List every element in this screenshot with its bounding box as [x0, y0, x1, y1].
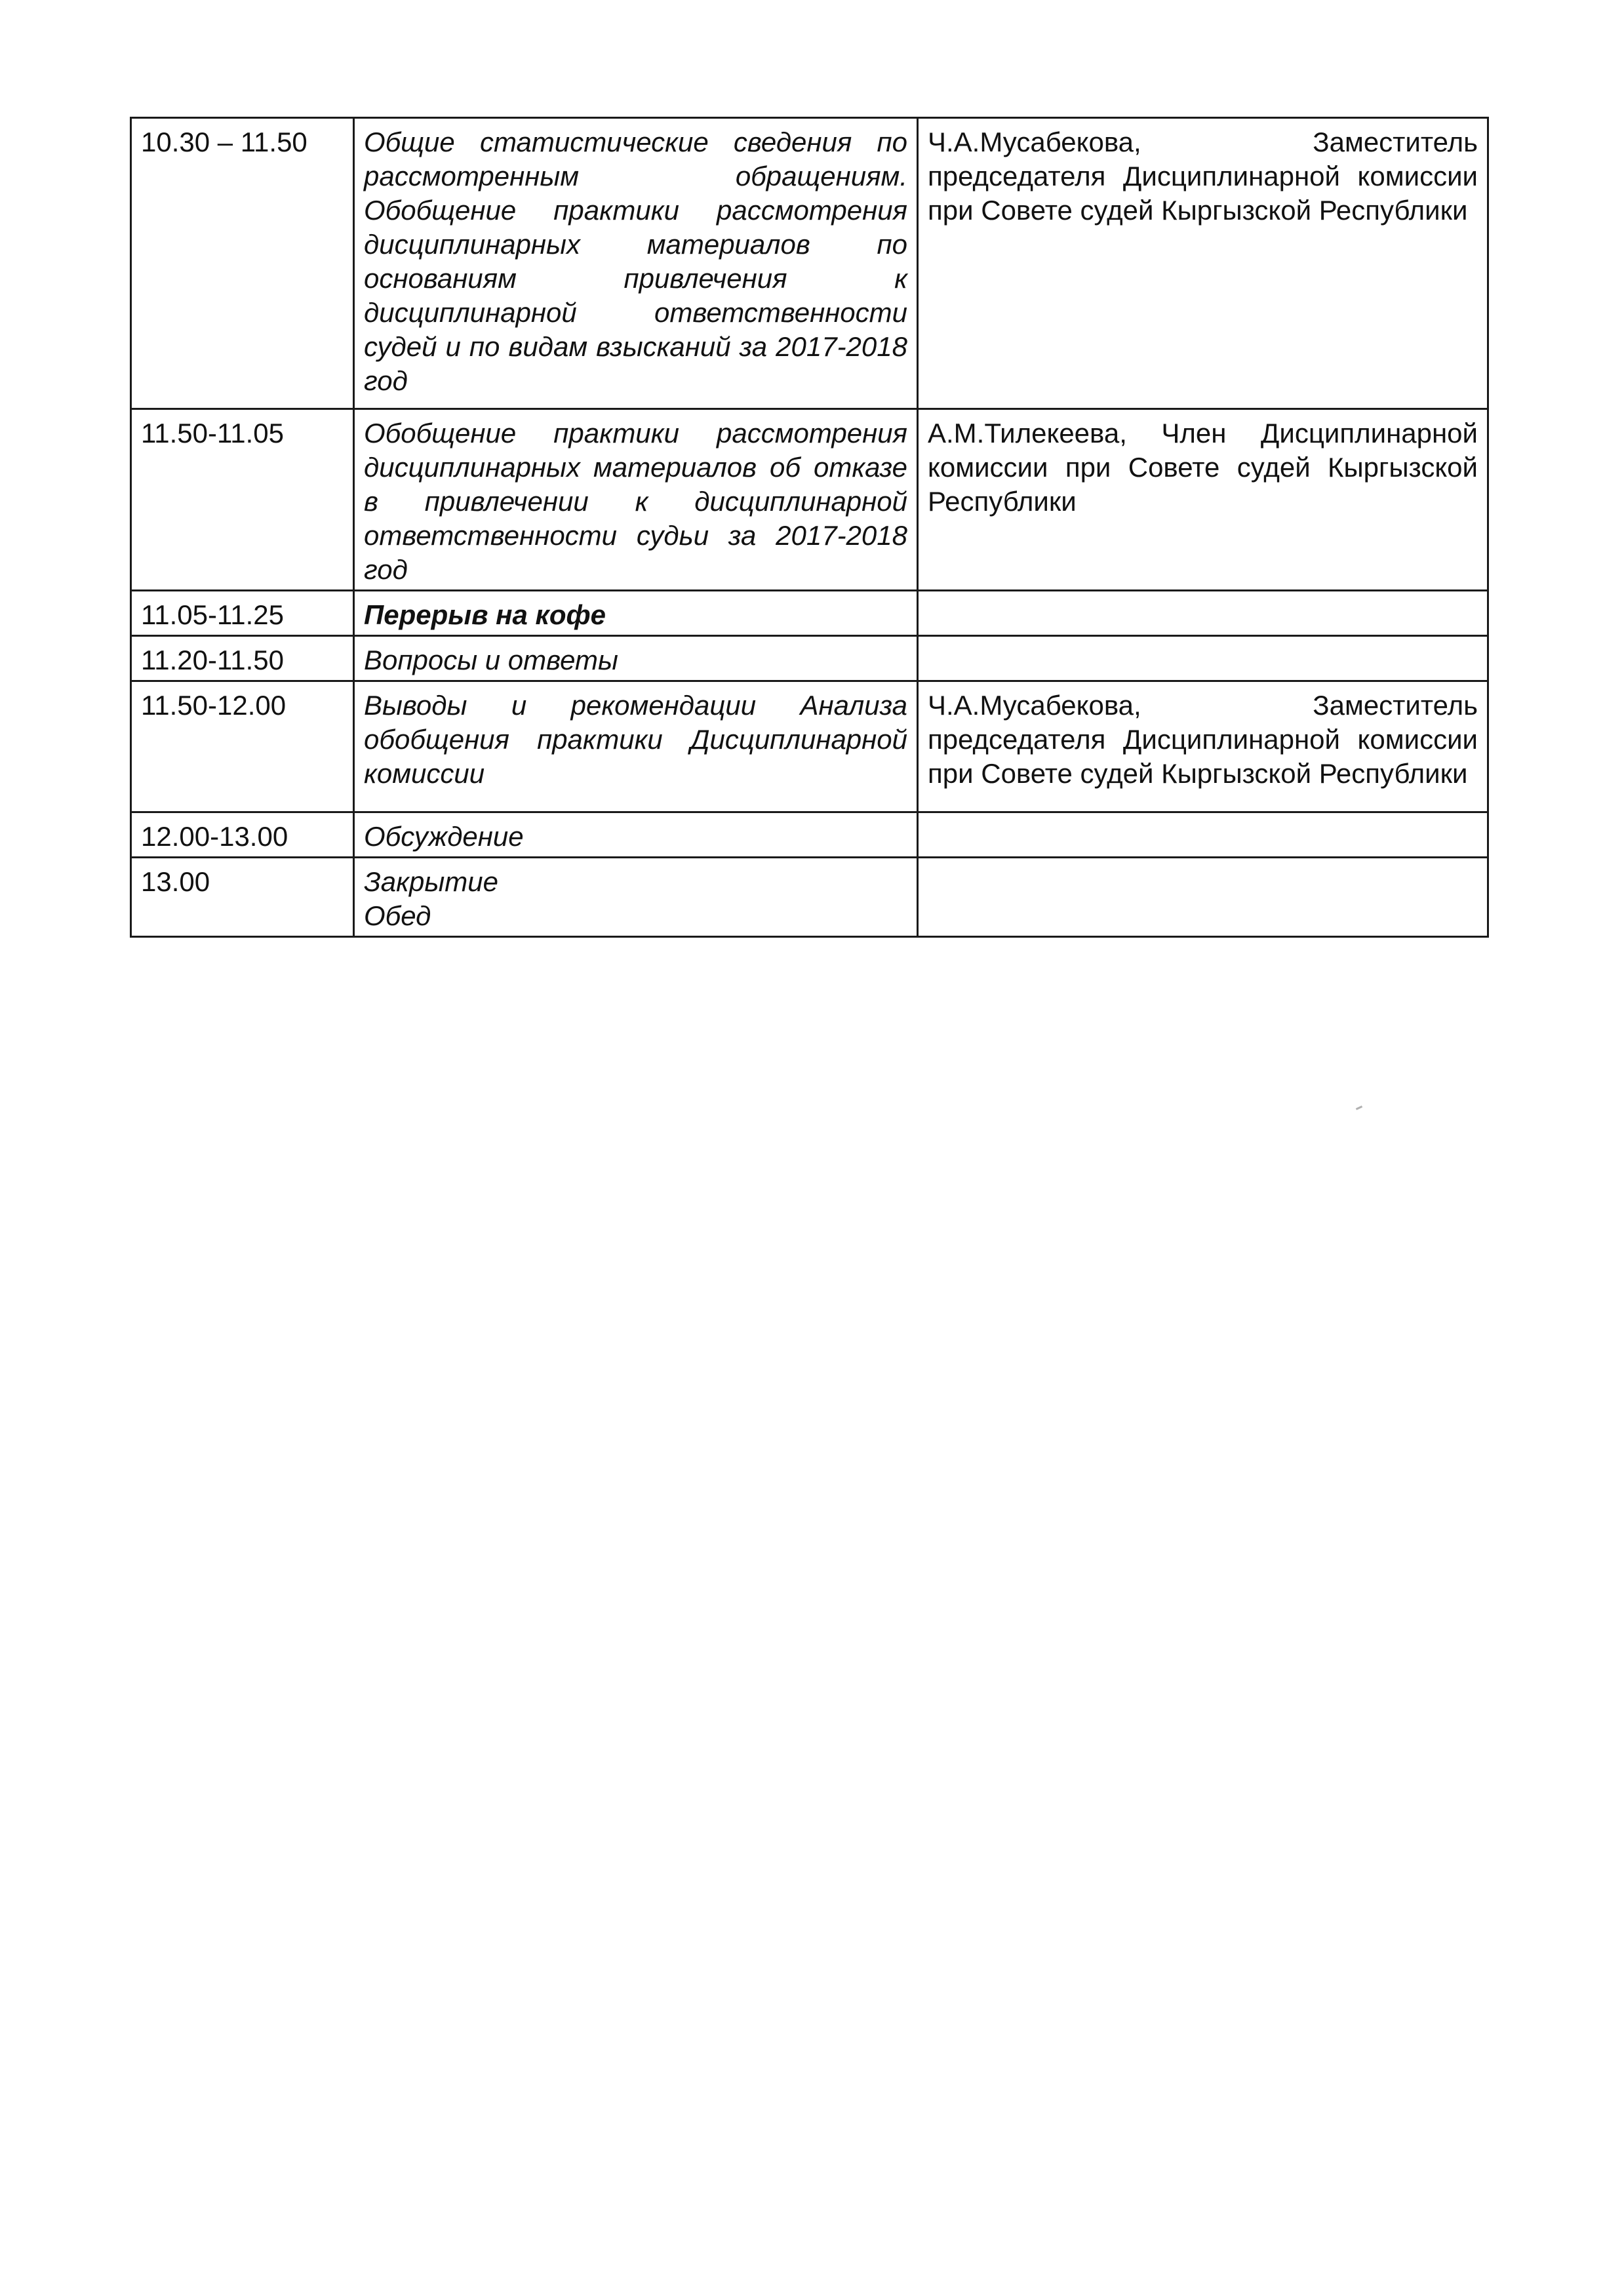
- speaker-cell: [918, 591, 1488, 636]
- table-row: [131, 118, 1488, 409]
- table-row: [131, 409, 1488, 591]
- table-row: [131, 812, 1488, 858]
- topic-cell: [354, 591, 918, 636]
- time-cell: 12.00-13.00: [131, 812, 354, 858]
- table-row: [131, 591, 1488, 636]
- coffee-break-label: Перерыв на кофе: [364, 599, 606, 630]
- time-cell: 10.30 – 11.50: [131, 118, 354, 409]
- time-cell: 11.50-11.05: [131, 409, 354, 591]
- speaker-cell: Ч.А.Мусабекова, Заместитель председателя Дисциплинарной комиссии при Совете судей Кыргызской Республики: [918, 118, 1488, 409]
- speaker-cell: [918, 636, 1488, 681]
- closing-label: Закрытие: [364, 866, 498, 897]
- time-cell: 11.50-12.00: [131, 681, 354, 812]
- lunch-label: Обед: [364, 900, 431, 931]
- topic-cell: Выводы и рекомендации Анализа обобщения практики Дисциплинарной комиссии: [354, 681, 918, 812]
- topic-cell: Обсуждение: [354, 812, 918, 858]
- speaker-cell: [918, 858, 1488, 937]
- speaker-cell: А.М.Тилекеева, Член Дисциплинарной комиссии при Совете судей Кыргызской Республики: [918, 409, 1488, 591]
- table-row: [131, 858, 1488, 937]
- topic-cell: Общие статистические сведения по рассмотренным обращениям. Обобщение практики рассмотрения дисциплинарных материалов по основаниям привлечения к дисциплинарной ответственности судей и по видам взысканий за 2017-2018 год: [354, 118, 918, 409]
- speaker-cell: Ч.А.Мусабекова, Заместитель председателя Дисциплинарной комиссии при Совете судей Кыргызской Республики: [918, 681, 1488, 812]
- time-cell: 13.00: [131, 858, 354, 937]
- scan-speck: [1356, 1106, 1362, 1110]
- table-row: [131, 681, 1488, 812]
- schedule-table: [130, 117, 1489, 938]
- time-cell: 11.20-11.50: [131, 636, 354, 681]
- speaker-cell: [918, 812, 1488, 858]
- topic-cell: [354, 858, 918, 937]
- table-row: [131, 636, 1488, 681]
- topic-cell: Вопросы и ответы: [354, 636, 918, 681]
- topic-cell: Обобщение практики рассмотрения дисциплинарных материалов об отказе в привлечении к дисциплинарной ответственности судьи за 2017-2018 год: [354, 409, 918, 591]
- time-cell: 11.05-11.25: [131, 591, 354, 636]
